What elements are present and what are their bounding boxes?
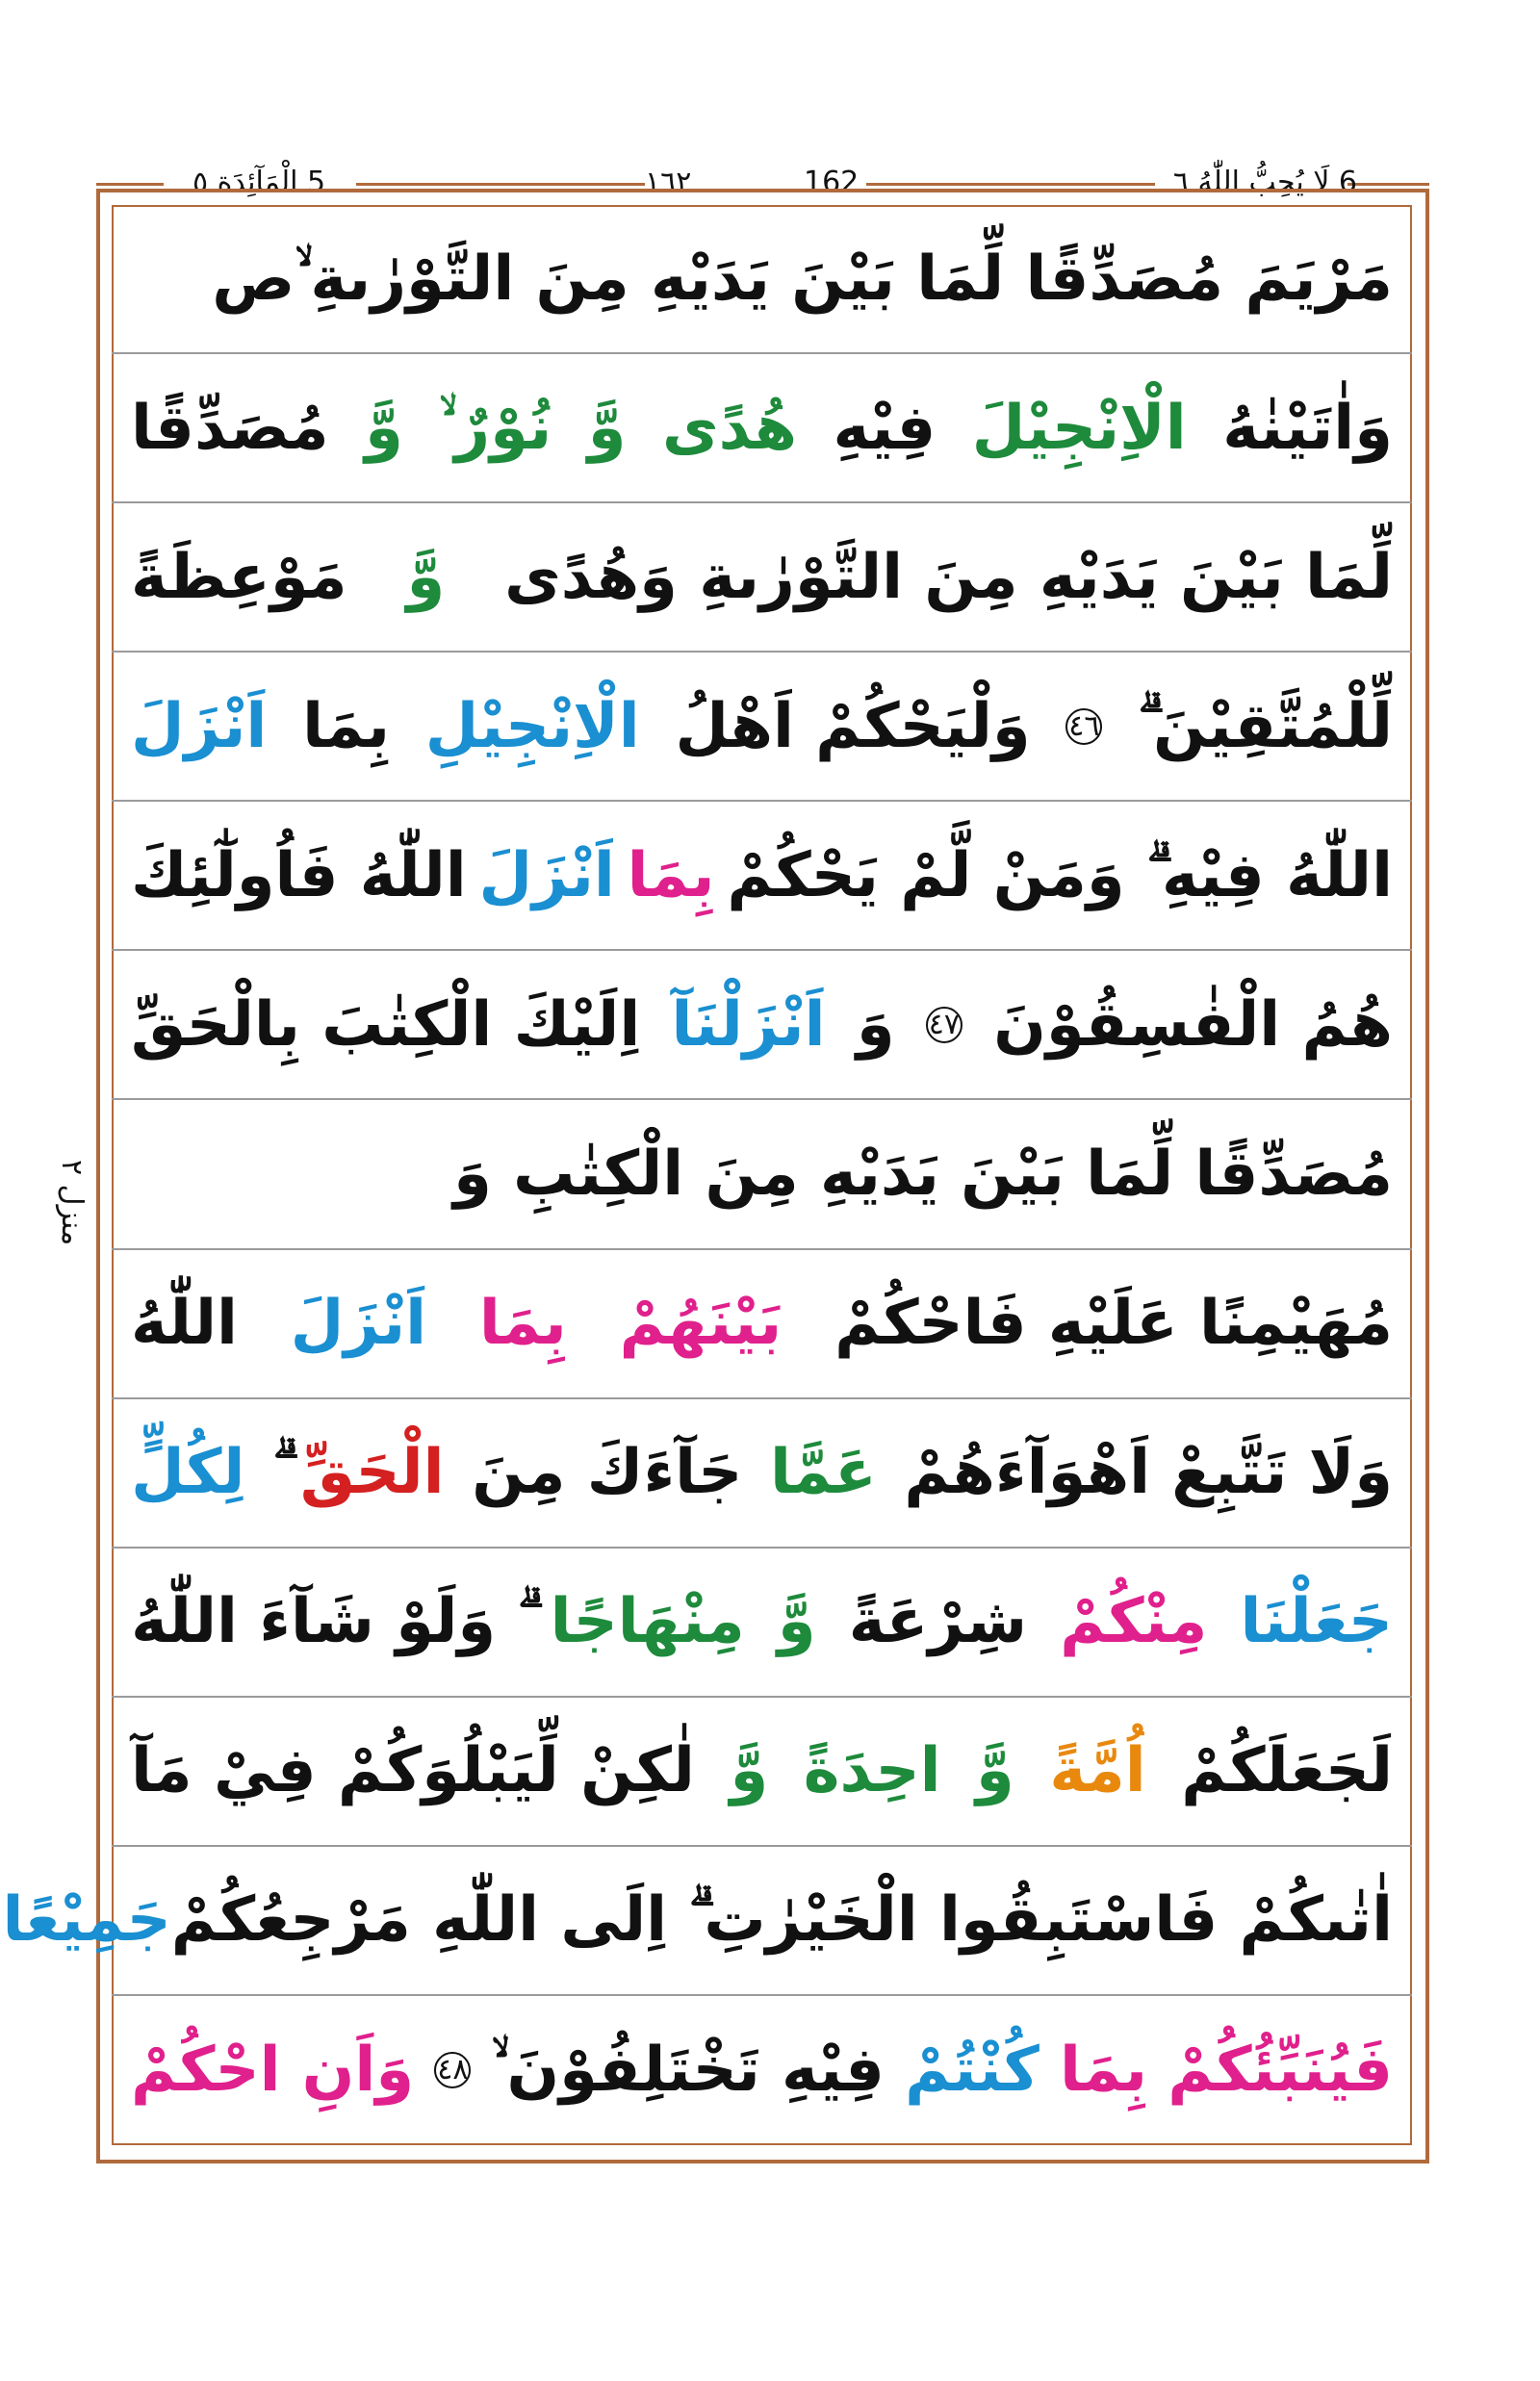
text-segment: بِمَا [302,690,391,762]
text-segment: جَعَلْنَا [1240,1586,1393,1658]
text-segment: اللّٰهُ [131,1288,238,1360]
text-segment: مُصَدِّقًا [131,392,329,464]
text-line [112,653,1412,802]
text-line [112,1698,1412,1847]
text-segment: مَوْعِظَةً [131,541,347,613]
text-line [112,354,1412,503]
text-segment: هُدًى [661,392,797,464]
text-segment: لِّلْمُتَّقِيْنَ ۗ [1138,690,1393,762]
ayah-number-marker: ٤٨ [434,2052,471,2088]
text-segment: اٰتٰىكُمْ فَاسْتَبِقُوا الْخَيْرٰتِ ۗ اِلَى اللّٰهِ مَرْجِعُكُمْ [170,1884,1393,1957]
text-segment: هُمُ الْفٰسِقُوْنَ [993,988,1393,1061]
text-line [112,951,1412,1100]
text-segment: فِيْهِ تَخْتَلِفُوْنَ ۙ [491,2035,885,2107]
text-segment: الْحَقِّ [299,1437,445,1509]
page-number: 162 [804,166,860,199]
text-segment: وَّ [777,1586,816,1658]
text-segment: اَنْزَلَ [478,839,615,911]
text-segment: اَنْزَلَ [131,690,268,762]
text-segment: لٰكِنْ لِّيَبْلُوَكُمْ فِيْ مَآ [131,1735,695,1807]
text-segment: اللّٰهُ فِيْهِ ۗ وَمَنْ لَّمْ يَحْكُمْ [727,839,1393,911]
text-segment: لَجَعَلَكُمْ [1181,1735,1393,1807]
text-segment: بِمَا [627,839,715,911]
text-line [112,1399,1412,1549]
text-line [112,1996,1412,2145]
text-segment: كُنْتُمْ [905,2035,1040,2107]
text-segment: فِيْهِ [833,392,937,464]
manzil-label: منزل ٢ [55,1160,89,1246]
text-segment: وَلْيَحْكُمْ اَهْلُ [675,690,1031,762]
text-segment: وَّ [976,1735,1014,1807]
text-line [112,503,1412,653]
text-segment: الْاِنْجِيْلِ [424,690,640,762]
text-segment: جَمِيْعًا [2,1884,171,1957]
text-segment: مَرْيَمَ مُصَدِّقًا لِّمَا بَيْنَ يَدَيْهِ مِنَ التَّوْرٰىةِ ۙص [212,243,1393,315]
text-segment: مُصَدِّقًا لِّمَا بَيْنَ يَدَيْهِ مِنَ الْكِتٰبِ وَ [453,1138,1393,1210]
text-segment: نُوْرٌ ۙ [439,392,552,464]
text-segment: وَاَنِ احْكُمْ [131,2035,415,2107]
text-segment: عَمَّا [770,1437,877,1509]
text-segment: لِّمَا بَيْنَ يَدَيْهِ مِنَ التَّوْرٰىةِ وَهُدًى [504,541,1393,613]
text-segment: وَاٰتَيْنٰهُ [1222,392,1393,464]
text-segment: لِكُلٍّ [131,1437,245,1509]
text-segment: فَيُنَبِّئُكُمْ [1168,2035,1393,2107]
text-segment: ۗ وَلَوْ شَآءَ اللّٰهُ [131,1586,518,1658]
text-segment: اَنْزَلَ [290,1288,427,1360]
text-segment: بِمَا [478,1288,567,1360]
text-line [112,205,1412,354]
surah-name: 5 الْمَآئِدَة ٥ [192,166,326,199]
text-segment: اُمَّةً [1049,1735,1146,1807]
text-segment: مِنْهَاجًا [550,1586,745,1658]
page-number-arabic: ١٦٢ [645,166,692,199]
text-segment: اِلَيْكَ الْكِتٰبَ بِالْحَقِّ [131,988,641,1061]
text-segment: الْاِنْجِيْلَ [971,392,1187,464]
text-segment: اَنْزَلْنَآ [671,988,826,1061]
text-line [112,1100,1412,1249]
text-segment: وَّ [406,541,446,613]
text-segment: وَ [856,988,895,1061]
text-segment: احِدَةً [803,1735,941,1807]
text-segment: مِنْكُمْ [1060,1586,1208,1658]
juz-name: 6 لَا يُحِبُّ اللّٰهُ ٦ [1172,166,1357,199]
text-line [112,802,1412,951]
text-segment: اللّٰهُ فَاُولٰٓئِكَ [131,839,467,911]
header-rule [96,183,164,186]
text-segment: وَلَا تَتَّبِعْ اَهْوَآءَهُمْ [904,1437,1393,1509]
ayah-number-marker: ٤٧ [926,1007,962,1043]
text-segment: مُهَيْمِنًا عَلَيْهِ فَاحْكُمْ [834,1288,1393,1360]
header-rule [356,183,645,186]
text-line [2,1847,1412,1996]
ayah-number-marker: ٤٦ [1065,708,1102,745]
text-line [112,1549,1412,1698]
header-rule [866,183,1155,186]
text-segment: وَّ [730,1735,769,1807]
text-segment: وَّ [587,392,627,464]
text-segment: بِمَا [1060,2035,1147,2107]
text-segment: شِرْعَةً [848,1586,1028,1658]
text-segment: جَآءَكَ مِنَ [472,1437,743,1509]
text-segment: وَّ [365,392,403,464]
header-rule [1348,183,1429,186]
text-segment: بَيْنَهُمْ [619,1288,783,1360]
text-line [112,1250,1412,1399]
